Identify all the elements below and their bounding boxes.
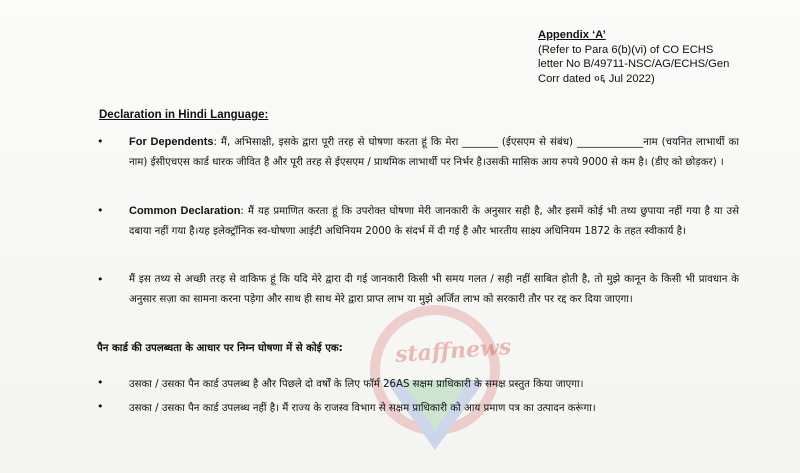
appendix-line-3: Corr dated ०६ Jul 2022) xyxy=(538,72,655,85)
pan-option-unavailable xyxy=(97,400,747,414)
appendix-line-2: letter No B/49711-NSC/AG/ECHS/Gen xyxy=(538,58,730,70)
awareness-text: मैं इस तथ्य से अच्छी तरह से वाकिफ हूं कि यदि मेरे द्वारा दी गई जानकारी किसी भी समय गलत / सही नहीं साबित होती है, तो मुझे कानून के किसी भी प्रावधान के अनुसार सज़ा का सामना करना पड़ेगा और साथ ही साथ मेरे द्वारा प्राप्त लाभ या मुझे अर्जित लाभ को सरकारी तौर पर रद्द कर दिया जाएगा। xyxy=(129,274,739,305)
pan-option-available xyxy=(97,376,747,390)
common-declaration xyxy=(97,201,739,242)
appendix-reference xyxy=(538,28,758,86)
bullet-icon: • xyxy=(97,135,104,148)
dependents-lead: For Dependents xyxy=(129,136,214,148)
pan-option-text: उसका / उसका पैन कार्ड उपलब्ध है और पिछले दो वर्षों के लिए फॉर्म 26AS सक्षम प्राधिकारी के समक्ष प्रस्तुत किया जाएगा। xyxy=(129,379,584,390)
appendix-line-1: (Refer to Para 6(b)(vi) of CO ECHS xyxy=(538,43,714,56)
bullet-icon: • xyxy=(97,400,104,413)
bullet-icon: • xyxy=(97,376,104,389)
dependents-text: : मैं, अभिसाक्षी, इसके द्वारा पूरी तरह से घोषणा करता हूं कि मेरा _______ (ईएसएम से संबंध) _____________नाम (चयनित लाभार्थी का नाम) ईसीएचएस कार्ड धारक जीवित है और पूरी तरह से ईएसएम / प्राथमिक लाभार्थी पर निर्भर है।उसकी मासिक आय रुपये 9000 से कम है। (डीए को छोड़कर) । xyxy=(129,137,739,168)
pan-heading: पैन कार्ड की उपलब्धता के आधार पर निम्न घोषणा में से कोई एक: xyxy=(97,343,343,354)
declaration-heading: Declaration in Hindi Language: xyxy=(99,109,269,121)
appendix-title: Appendix ‘A’ xyxy=(538,29,606,41)
bullet-icon: • xyxy=(97,273,104,286)
bullet-icon: • xyxy=(97,204,104,217)
dependents-declaration xyxy=(97,132,739,173)
watermark-text: staffnews xyxy=(394,333,513,369)
pan-option-text: उसका / उसका पैन कार्ड उपलब्ध नहीं है। मैं राज्य के राजस्व विभाग से सक्षम प्राधिकारी को आय प्रमाण पत्र का उत्पादन करूंगा। xyxy=(129,403,596,414)
common-lead: Common Declaration xyxy=(129,205,241,217)
awareness-declaration xyxy=(97,270,739,310)
common-text: : मैं यह प्रमाणित करता हूं कि उपरोक्त घोषणा मेरी जानकारी के अनुसार सही है, और इसमें कोई भी तथ्य छुपाया नहीं गया है या उसे दबाया नहीं गया है।यह इलेक्ट्रॉनिक स्व-घोषणा आईटी अधिनियम 2000 के संदर्भ में दी गई है और भारतीय साक्ष्य अधिनियम 1872 के तहत स्वीकार्य है। xyxy=(129,206,739,237)
